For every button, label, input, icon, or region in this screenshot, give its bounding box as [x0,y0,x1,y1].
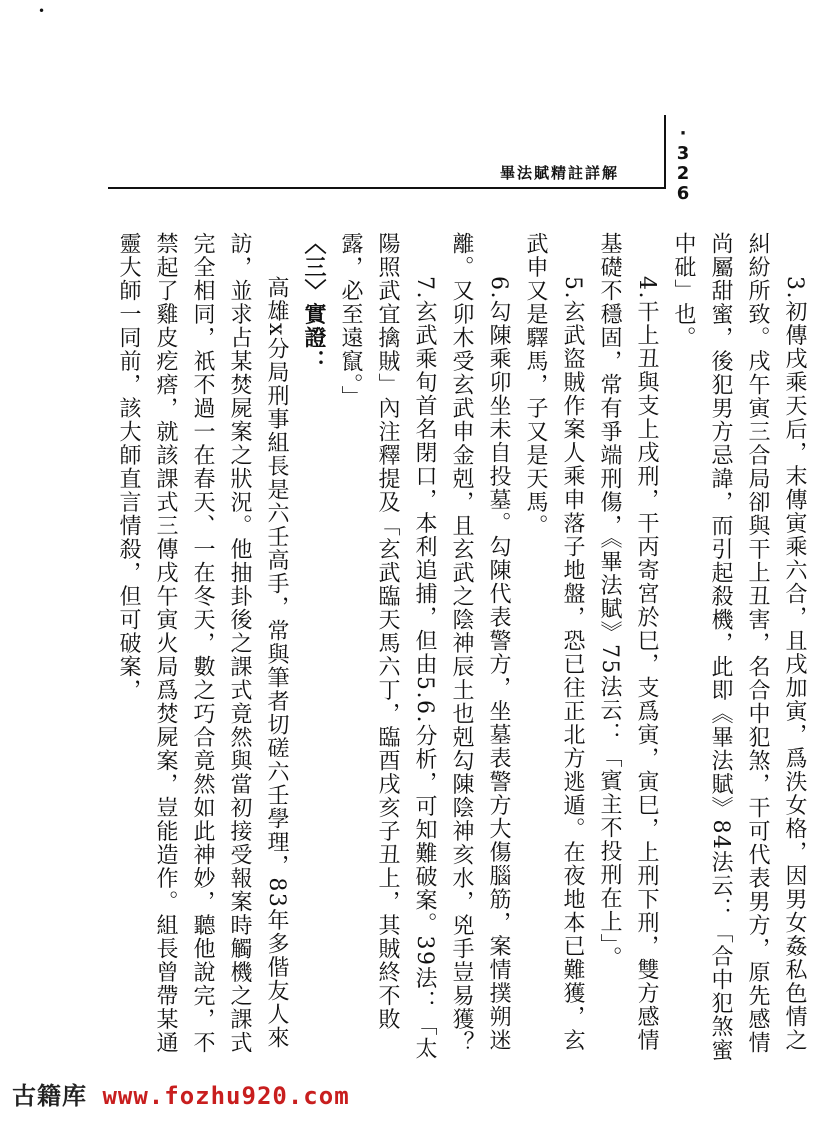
paragraph-6: 6.勾陳乘卯坐未自投墓。勾陳代表警方，坐墓表警方大傷腦筋，案情撲朔迷離。又卯木受玄武申金剋，且玄武之陰神辰土也剋勾陳陰神亥水，兇手豈易獲？ [449,232,511,1055]
paragraph-7: 7.玄武乘旬首名閉口，本利追捕，但由5.6.分析，可知難破案。39法：「太陽照武宜擒賊」內注釋提及「玄武臨天馬六丁，臨酉戌亥子丑上，其賊終不敗露，必至遠竄。」 [338,232,437,1061]
watermark [12,1076,350,1111]
page-number: · 3 2 6 [676,123,690,204]
header-horizontal-rule [108,187,666,189]
paragraph-case: 高雄x分局刑事組長是六壬高手，常與筆者切磋六壬學理，83年多偕友人來訪，並求占某焚屍案之狀況。他抽卦後之課式竟然與當初接受報案時觸機之課式完全相同，祇不過一在春天、一在冬天，數之巧合竟然如此神妙，聽他說完，不禁起了雞皮疙瘩，就該課式三傳戌午寅火局爲焚屍案，豈能造作。組長曾帶某通靈大師一同前，該大師直言情殺，但可破案， [116,232,289,1055]
paragraph-5: 5.玄武盜賊作案人乘申落子地盤，恐已往正北方逃遁。在夜地本已難獲，玄武申又是驛馬，子又是天馬。 [523,232,585,1052]
watermark-site-name: 古籍库 [12,1082,87,1110]
paragraph-3: 3.初傳戌乘天后，末傳寅乘六合，且戌加寅，爲泆女格，因男女姦私色情之糾紛所致。戌午寅三合局卻與干上丑害，名合中犯煞，干可代表男方，原先感情尚屬甜蜜，後犯男方忌諱，而引起殺機，此即《畢法賦》84法云：「合中犯煞蜜中砒」也。 [671,232,807,1062]
section-heading: 〈三〉實證： [301,232,327,373]
watermark-url: www.fozhu920.com [102,1082,350,1110]
vertical-text-body [110,232,813,1062]
header-vertical-rule [664,115,666,187]
running-title: 畢法賦精註詳解 [500,164,620,182]
paragraph-4: 4.干上丑與支上戌刑，干丙寄宮於巳，支爲寅，寅巳，上刑下刑，雙方感情基礎不穩固，常有爭端刑傷，《畢法賦》75法云：「賓主不投刑在上」。 [597,232,659,1052]
corner-mark: • [38,4,46,18]
